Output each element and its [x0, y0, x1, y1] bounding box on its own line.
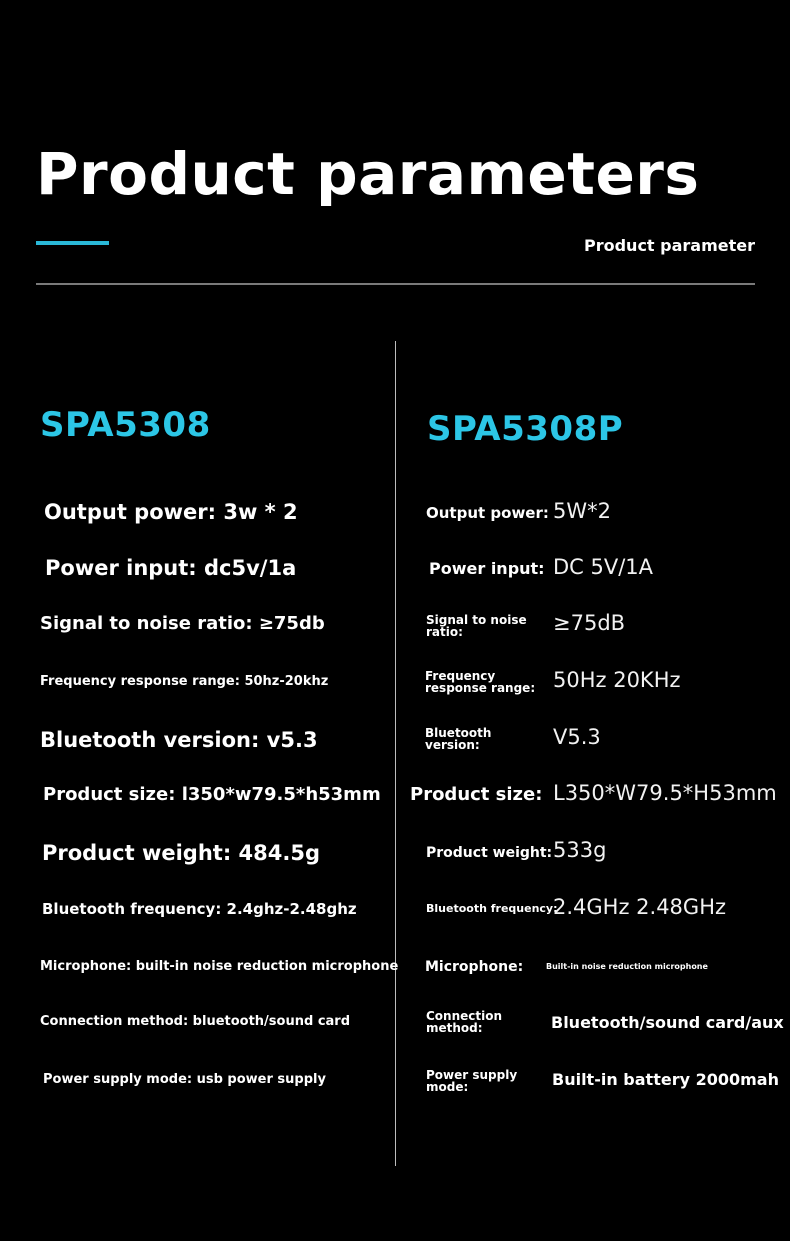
right-label-bluetooth-version: Bluetooth version: — [425, 726, 492, 752]
right-label-power-input: Power input: — [429, 559, 545, 578]
left-spec-product-size: Product size: l350*w79.5*h53mm — [43, 784, 381, 805]
right-label-frequency-response: Frequency response range: — [425, 669, 536, 695]
right-value-microphone: Built-in noise reduction microphone — [546, 962, 708, 971]
right-value-connection-method: Bluetooth/sound card/aux — [551, 1013, 784, 1032]
accent-bar — [36, 241, 109, 245]
left-spec-snr: Signal to noise ratio: ≥75db — [40, 613, 325, 634]
right-value-frequency-response: 50Hz 20KHz — [553, 668, 681, 692]
right-label-bluetooth-frequency: Bluetooth frequency: — [426, 902, 558, 915]
right-label-microphone: Microphone: — [425, 959, 524, 975]
right-label-snr: Signal to noise ratio: — [426, 613, 527, 639]
right-label-product-size: Product size: — [410, 784, 543, 805]
left-spec-product-weight: Product weight: 484.5g — [42, 841, 320, 865]
column-divider — [395, 341, 396, 1166]
right-model-name: SPA5308P — [427, 409, 624, 449]
page-subtitle: Product parameter — [583, 236, 755, 255]
left-spec-output-power: Output power: 3w * 2 — [44, 500, 298, 524]
right-label-output-power: Output power: — [426, 504, 549, 522]
page-title: Product parameters — [36, 140, 700, 208]
right-label-power-supply: Power supply mode: — [426, 1068, 518, 1094]
left-spec-bluetooth-frequency: Bluetooth frequency: 2.4ghz-2.48ghz — [42, 900, 357, 918]
left-spec-power-input: Power input: dc5v/1a — [45, 556, 297, 580]
left-spec-connection-method: Connection method: bluetooth/sound card — [40, 1014, 351, 1029]
right-label-connection-method: Connection method: — [426, 1009, 503, 1035]
right-value-power-supply: Built-in battery 2000mah — [552, 1070, 779, 1089]
right-label-product-weight: Product weight: — [426, 845, 553, 861]
left-spec-bluetooth-version: Bluetooth version: v5.3 — [40, 728, 318, 752]
right-value-bluetooth-frequency: 2.4GHz 2.48GHz — [553, 895, 727, 919]
right-value-power-input: DC 5V/1A — [553, 555, 654, 579]
right-value-bluetooth-version: V5.3 — [553, 725, 601, 749]
left-model-name: SPA5308 — [40, 405, 211, 445]
left-spec-microphone: Microphone: built-in noise reduction microphone — [40, 959, 399, 974]
header-divider — [36, 283, 755, 285]
left-spec-frequency-response: Frequency response range: 50hz-20khz — [40, 674, 329, 689]
right-value-output-power: 5W*2 — [553, 499, 611, 523]
right-value-product-weight: 533g — [553, 838, 607, 862]
right-value-product-size: L350*W79.5*H53mm — [553, 781, 777, 805]
right-value-snr: ≥75dB — [553, 611, 626, 635]
left-spec-power-supply: Power supply mode: usb power supply — [43, 1072, 326, 1087]
